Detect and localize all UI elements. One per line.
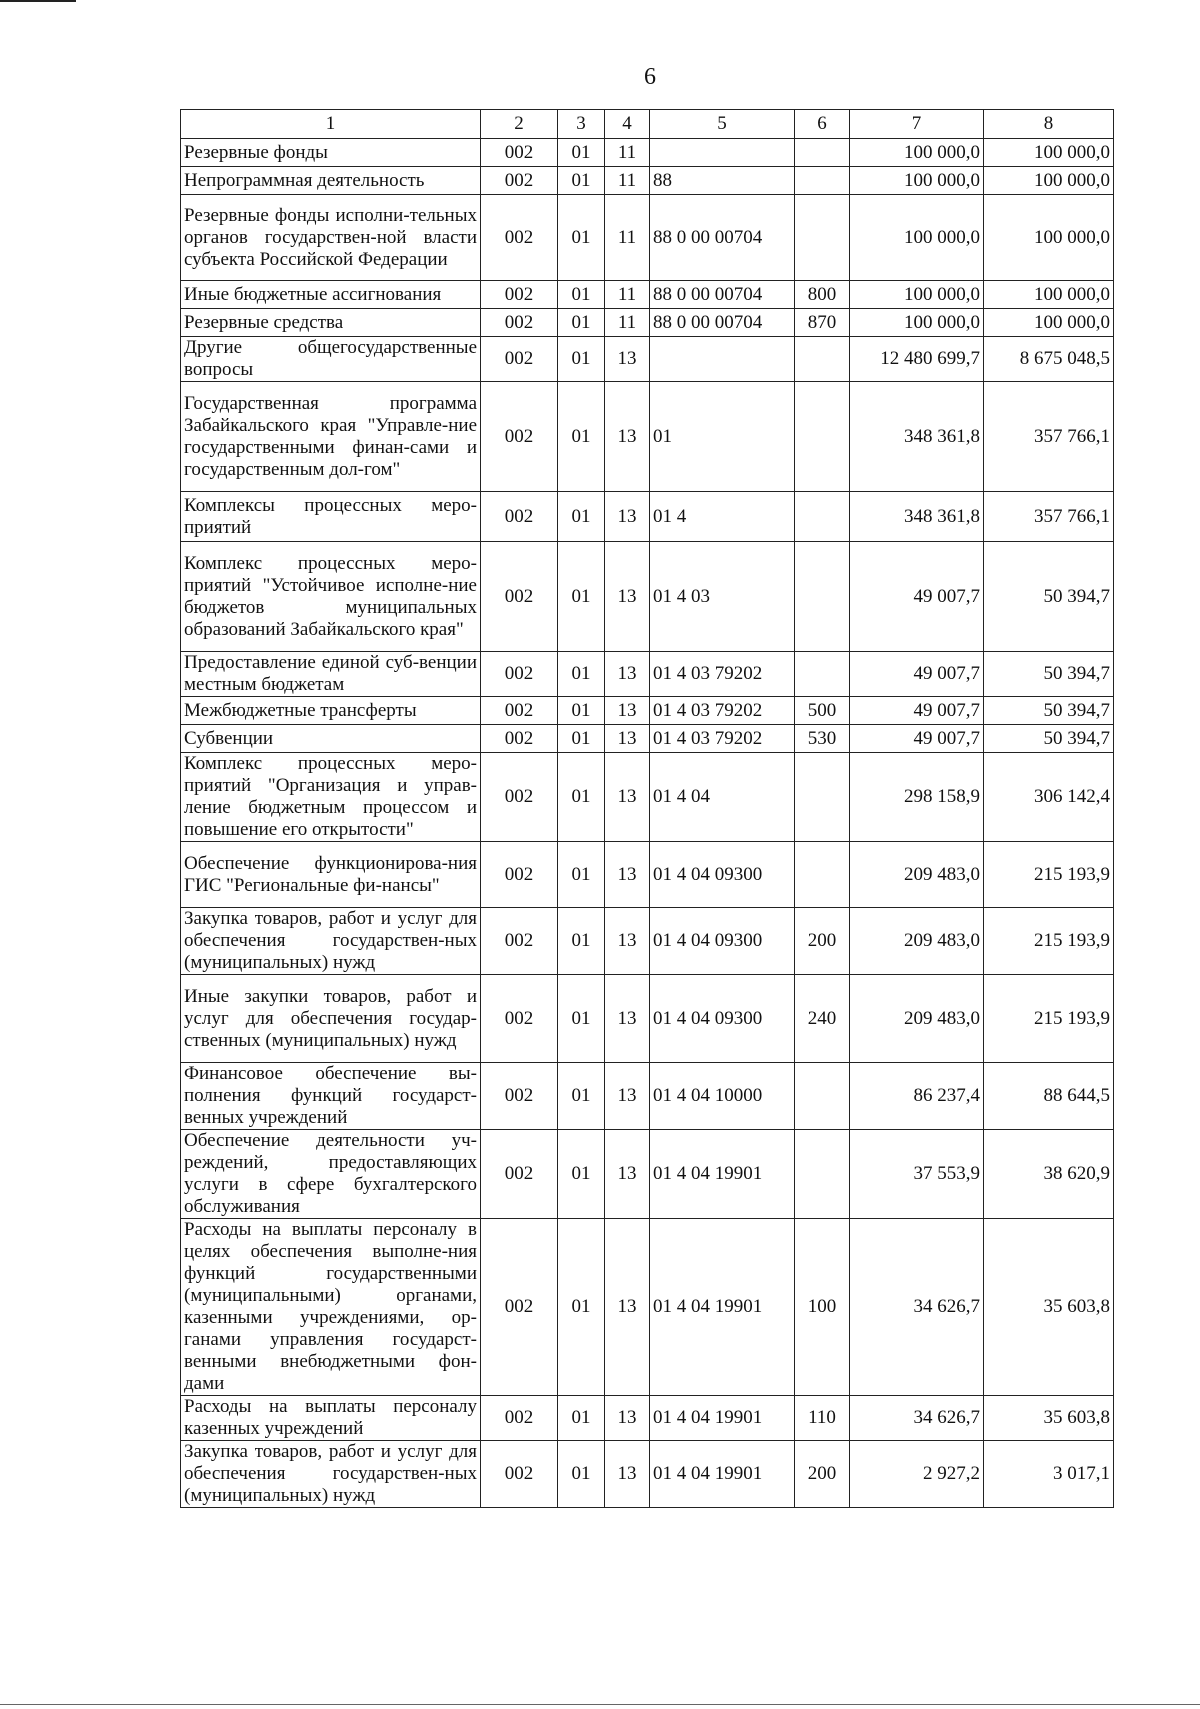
- row-code-ministry: 002: [481, 167, 558, 195]
- row-name: Обеспечение деятельности уч-реждений, предоставляющих услуги в сфере бухгалтерского обслуживания: [181, 1130, 481, 1219]
- row-code-ministry: 002: [481, 1396, 558, 1441]
- row-code-ministry: 002: [481, 908, 558, 975]
- row-name: Резервные фонды исполни-тельных органов государствен-ной власти субъекта Российской Федерации: [181, 195, 481, 281]
- row-code-ministry: 002: [481, 652, 558, 697]
- row-code-subsection: 13: [605, 652, 650, 697]
- row-name: Другие общегосударственные вопросы: [181, 337, 481, 382]
- row-code-section: 01: [558, 492, 605, 542]
- row-code-ministry: 002: [481, 1219, 558, 1396]
- table-row: [181, 1130, 1114, 1219]
- row-name: Непрограммная деятельность: [181, 167, 481, 195]
- row-amount-year2: 35 603,8: [984, 1219, 1114, 1396]
- row-code-subsection: 13: [605, 753, 650, 842]
- row-code-subsection: 11: [605, 195, 650, 281]
- budget-table-body: [181, 110, 1114, 1508]
- row-amount-year1: 86 237,4: [850, 1063, 984, 1130]
- row-amount-year2: 100 000,0: [984, 195, 1114, 281]
- table-row: [181, 753, 1114, 842]
- row-code-ministry: 002: [481, 842, 558, 908]
- table-row: [181, 1219, 1114, 1396]
- row-code-section: 01: [558, 842, 605, 908]
- row-code-expense-type: 110: [795, 1396, 850, 1441]
- row-code-ministry: 002: [481, 195, 558, 281]
- row-amount-year1: 100 000,0: [850, 309, 984, 337]
- row-name: Комплекс процессных меро-приятий "Устойчивое исполне-ние бюджетов муниципальных образований Забайкальского края": [181, 542, 481, 652]
- row-code-section: 01: [558, 1063, 605, 1130]
- row-amount-year1: 2 927,2: [850, 1441, 984, 1508]
- row-code-target: 88 0 00 00704: [650, 281, 795, 309]
- table-row: [181, 725, 1114, 753]
- row-name: Резервные средства: [181, 309, 481, 337]
- budget-table: [180, 109, 1114, 1508]
- row-code-target: 01 4 04 09300: [650, 842, 795, 908]
- row-code-subsection: 13: [605, 382, 650, 492]
- row-name: Государственная программа Забайкальского края "Управле-ние государственными финан-сами и государственным дол-гом": [181, 382, 481, 492]
- table-row: [181, 1441, 1114, 1508]
- row-amount-year2: 35 603,8: [984, 1396, 1114, 1441]
- table-row: [181, 975, 1114, 1063]
- row-code-expense-type: 200: [795, 1441, 850, 1508]
- table-row: [181, 492, 1114, 542]
- row-code-section: 01: [558, 1441, 605, 1508]
- row-code-target: 01 4 04 09300: [650, 908, 795, 975]
- row-code-target: 01 4 03 79202: [650, 697, 795, 725]
- row-amount-year2: 50 394,7: [984, 542, 1114, 652]
- row-code-section: 01: [558, 542, 605, 652]
- row-code-expense-type: [795, 753, 850, 842]
- row-amount-year1: 49 007,7: [850, 542, 984, 652]
- row-code-subsection: 13: [605, 1063, 650, 1130]
- row-code-section: 01: [558, 309, 605, 337]
- row-name: Обеспечение функционирова-ния ГИС "Региональные фи-нансы": [181, 842, 481, 908]
- table-row: [181, 908, 1114, 975]
- row-code-ministry: 002: [481, 139, 558, 167]
- row-code-section: 01: [558, 725, 605, 753]
- row-amount-year1: 34 626,7: [850, 1219, 984, 1396]
- table-row: [181, 382, 1114, 492]
- row-code-subsection: 13: [605, 975, 650, 1063]
- row-code-target: 01 4 04 19901: [650, 1441, 795, 1508]
- row-amount-year2: 88 644,5: [984, 1063, 1114, 1130]
- row-code-expense-type: [795, 1063, 850, 1130]
- top-edge-line: [0, 0, 76, 2]
- row-name: Комплексы процессных меро-приятий: [181, 492, 481, 542]
- row-code-target: 88 0 00 00704: [650, 195, 795, 281]
- row-name: Предоставление единой суб-венции местным бюджетам: [181, 652, 481, 697]
- row-code-expense-type: 500: [795, 697, 850, 725]
- table-row: [181, 652, 1114, 697]
- row-amount-year1: 298 158,9: [850, 753, 984, 842]
- column-header: 2: [481, 110, 558, 139]
- row-amount-year1: 209 483,0: [850, 975, 984, 1063]
- row-code-section: 01: [558, 337, 605, 382]
- row-code-section: 01: [558, 281, 605, 309]
- row-code-subsection: 13: [605, 908, 650, 975]
- row-amount-year1: 348 361,8: [850, 382, 984, 492]
- row-code-ministry: 002: [481, 337, 558, 382]
- row-code-section: 01: [558, 382, 605, 492]
- table-row: [181, 309, 1114, 337]
- row-code-ministry: 002: [481, 382, 558, 492]
- row-code-section: 01: [558, 1396, 605, 1441]
- row-code-target: 01 4 03: [650, 542, 795, 652]
- row-amount-year1: 49 007,7: [850, 652, 984, 697]
- row-amount-year1: 49 007,7: [850, 697, 984, 725]
- column-header: 3: [558, 110, 605, 139]
- row-code-section: 01: [558, 908, 605, 975]
- row-amount-year1: 100 000,0: [850, 195, 984, 281]
- row-code-target: 01 4 03 79202: [650, 725, 795, 753]
- row-code-ministry: 002: [481, 1063, 558, 1130]
- row-code-expense-type: 800: [795, 281, 850, 309]
- row-amount-year2: 100 000,0: [984, 281, 1114, 309]
- row-code-ministry: 002: [481, 753, 558, 842]
- row-code-section: 01: [558, 167, 605, 195]
- row-code-subsection: 13: [605, 542, 650, 652]
- row-code-expense-type: [795, 139, 850, 167]
- row-code-subsection: 13: [605, 1441, 650, 1508]
- row-code-target: 01 4 04 09300: [650, 975, 795, 1063]
- row-amount-year1: 49 007,7: [850, 725, 984, 753]
- row-code-target: 01 4 04 19901: [650, 1396, 795, 1441]
- row-code-ministry: 002: [481, 309, 558, 337]
- row-code-expense-type: [795, 492, 850, 542]
- row-amount-year2: 3 017,1: [984, 1441, 1114, 1508]
- row-code-expense-type: [795, 195, 850, 281]
- row-name: Расходы на выплаты персоналу в целях обеспечения выполне-ния функций государственными (муниципальными) органами, казенными учреждениями, ор-ганами управления государст-венными внебюджетными фон-дами: [181, 1219, 481, 1396]
- row-name: Финансовое обеспечение вы-полнения функций государст-венных учреждений: [181, 1063, 481, 1130]
- table-row: [181, 542, 1114, 652]
- row-code-subsection: 11: [605, 139, 650, 167]
- row-code-section: 01: [558, 753, 605, 842]
- row-amount-year2: 50 394,7: [984, 652, 1114, 697]
- row-amount-year2: 100 000,0: [984, 309, 1114, 337]
- row-code-ministry: 002: [481, 1130, 558, 1219]
- row-code-subsection: 11: [605, 309, 650, 337]
- row-code-expense-type: 100: [795, 1219, 850, 1396]
- table-row: [181, 281, 1114, 309]
- row-amount-year1: 100 000,0: [850, 167, 984, 195]
- row-code-subsection: 11: [605, 167, 650, 195]
- page-number: 6: [644, 64, 656, 90]
- row-code-target: 88 0 00 00704: [650, 309, 795, 337]
- row-code-target: 01 4: [650, 492, 795, 542]
- row-code-ministry: 002: [481, 281, 558, 309]
- table-row: [181, 1396, 1114, 1441]
- row-code-section: 01: [558, 1219, 605, 1396]
- row-code-ministry: 002: [481, 542, 558, 652]
- row-code-target: 01 4 04 19901: [650, 1130, 795, 1219]
- table-row: [181, 697, 1114, 725]
- row-amount-year1: 100 000,0: [850, 281, 984, 309]
- row-name: Расходы на выплаты персоналу казенных учреждений: [181, 1396, 481, 1441]
- row-code-expense-type: [795, 842, 850, 908]
- row-code-target: 01 4 04: [650, 753, 795, 842]
- row-code-expense-type: [795, 337, 850, 382]
- row-code-subsection: 13: [605, 697, 650, 725]
- row-code-section: 01: [558, 1130, 605, 1219]
- row-code-target: 88: [650, 167, 795, 195]
- row-amount-year1: 100 000,0: [850, 139, 984, 167]
- row-code-section: 01: [558, 697, 605, 725]
- row-amount-year2: 357 766,1: [984, 492, 1114, 542]
- row-name: Межбюджетные трансферты: [181, 697, 481, 725]
- row-code-target: 01: [650, 382, 795, 492]
- row-name: Иные закупки товаров, работ и услуг для обеспечения государ-ственных (муниципальных) нужд: [181, 975, 481, 1063]
- row-code-section: 01: [558, 139, 605, 167]
- row-code-subsection: 11: [605, 281, 650, 309]
- row-code-expense-type: [795, 542, 850, 652]
- row-code-expense-type: 870: [795, 309, 850, 337]
- column-header: 1: [181, 110, 481, 139]
- table-row: [181, 1063, 1114, 1130]
- row-code-expense-type: 240: [795, 975, 850, 1063]
- row-amount-year2: 100 000,0: [984, 139, 1114, 167]
- row-code-target: [650, 139, 795, 167]
- row-code-subsection: 13: [605, 725, 650, 753]
- row-code-subsection: 13: [605, 1130, 650, 1219]
- row-code-ministry: 002: [481, 492, 558, 542]
- row-code-section: 01: [558, 195, 605, 281]
- row-code-subsection: 13: [605, 337, 650, 382]
- row-amount-year1: 209 483,0: [850, 908, 984, 975]
- row-code-ministry: 002: [481, 697, 558, 725]
- row-name: Закупка товаров, работ и услуг для обеспечения государствен-ных (муниципальных) нужд: [181, 908, 481, 975]
- row-amount-year2: 8 675 048,5: [984, 337, 1114, 382]
- column-header: 8: [984, 110, 1114, 139]
- column-header: 5: [650, 110, 795, 139]
- row-amount-year2: 306 142,4: [984, 753, 1114, 842]
- row-amount-year1: 34 626,7: [850, 1396, 984, 1441]
- row-code-expense-type: 200: [795, 908, 850, 975]
- table-row: [181, 139, 1114, 167]
- table-row: [181, 842, 1114, 908]
- row-amount-year1: 209 483,0: [850, 842, 984, 908]
- row-code-ministry: 002: [481, 975, 558, 1063]
- row-code-section: 01: [558, 652, 605, 697]
- row-code-expense-type: [795, 1130, 850, 1219]
- row-code-subsection: 13: [605, 1396, 650, 1441]
- table-row: [181, 167, 1114, 195]
- row-code-subsection: 13: [605, 842, 650, 908]
- row-amount-year2: 215 193,9: [984, 908, 1114, 975]
- row-amount-year2: 357 766,1: [984, 382, 1114, 492]
- row-code-target: 01 4 04 19901: [650, 1219, 795, 1396]
- row-code-expense-type: [795, 167, 850, 195]
- row-amount-year1: 12 480 699,7: [850, 337, 984, 382]
- row-code-ministry: 002: [481, 725, 558, 753]
- row-code-target: [650, 337, 795, 382]
- row-amount-year1: 37 553,9: [850, 1130, 984, 1219]
- column-number-row: [181, 110, 1114, 139]
- row-amount-year1: 348 361,8: [850, 492, 984, 542]
- row-amount-year2: 215 193,9: [984, 842, 1114, 908]
- row-code-target: 01 4 04 10000: [650, 1063, 795, 1130]
- row-amount-year2: 50 394,7: [984, 697, 1114, 725]
- row-code-expense-type: 530: [795, 725, 850, 753]
- column-header: 4: [605, 110, 650, 139]
- row-name: Иные бюджетные ассигнования: [181, 281, 481, 309]
- column-header: 6: [795, 110, 850, 139]
- row-name: Закупка товаров, работ и услуг для обеспечения государствен-ных (муниципальных) нужд: [181, 1441, 481, 1508]
- row-code-subsection: 13: [605, 492, 650, 542]
- row-name: Резервные фонды: [181, 139, 481, 167]
- row-name: Комплекс процессных меро-приятий "Организация и управ-ление бюджетным процессом и повышение его открытости": [181, 753, 481, 842]
- column-header: 7: [850, 110, 984, 139]
- table-row: [181, 195, 1114, 281]
- row-name: Субвенции: [181, 725, 481, 753]
- row-code-expense-type: [795, 652, 850, 697]
- bottom-edge-line: [0, 1704, 1200, 1705]
- row-code-ministry: 002: [481, 1441, 558, 1508]
- row-amount-year2: 215 193,9: [984, 975, 1114, 1063]
- row-amount-year2: 38 620,9: [984, 1130, 1114, 1219]
- row-amount-year2: 100 000,0: [984, 167, 1114, 195]
- row-code-expense-type: [795, 382, 850, 492]
- table-row: [181, 337, 1114, 382]
- row-amount-year2: 50 394,7: [984, 725, 1114, 753]
- row-code-target: 01 4 03 79202: [650, 652, 795, 697]
- row-code-section: 01: [558, 975, 605, 1063]
- row-code-subsection: 13: [605, 1219, 650, 1396]
